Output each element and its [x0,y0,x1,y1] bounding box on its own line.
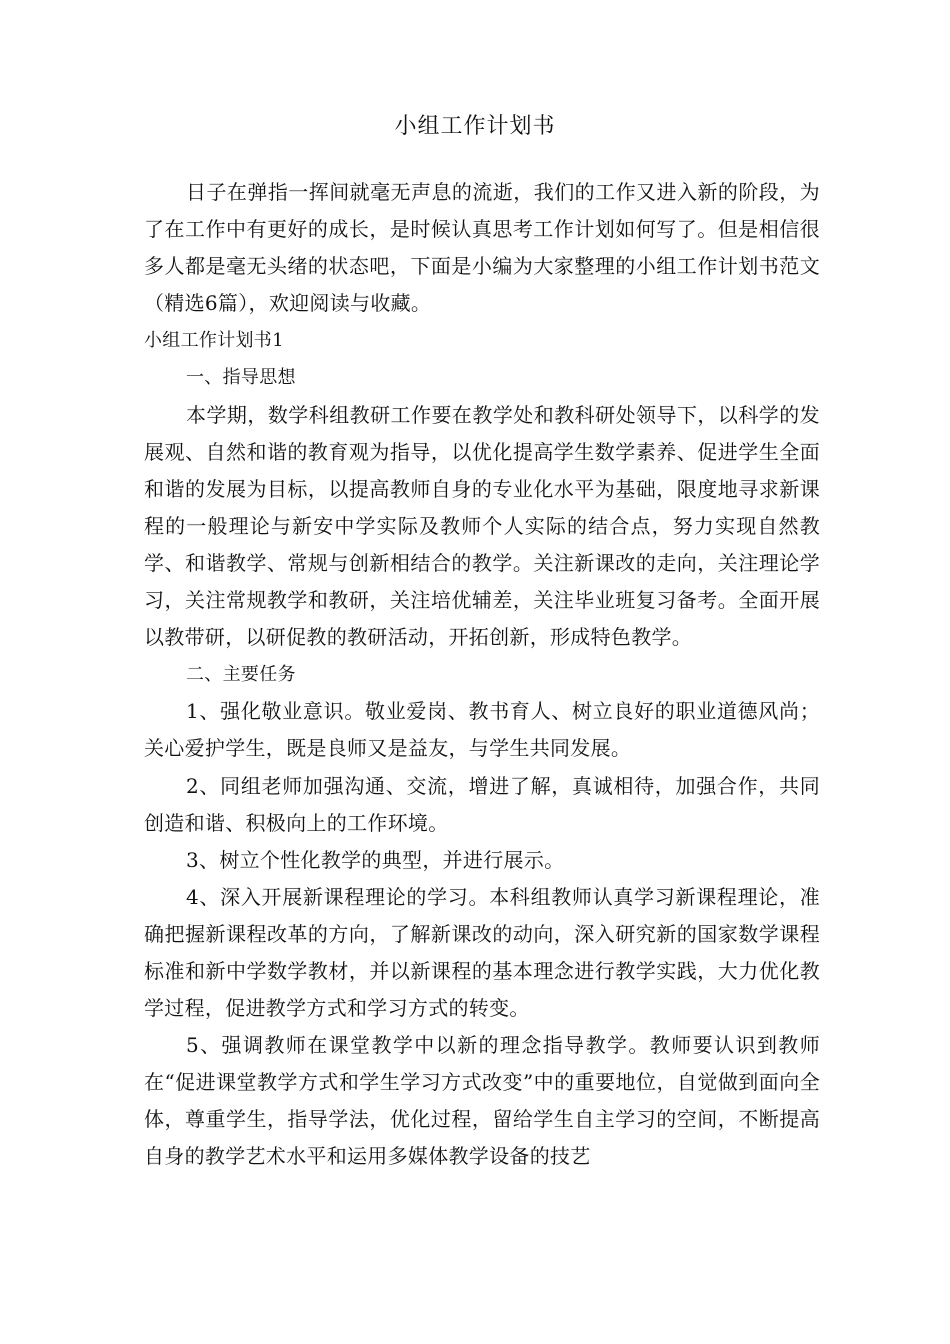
task-item: 5、强调教师在课堂教学中以新的理念指导教学。教师要认识到教师在“促进课堂教学方式和学生学习方式改变”中的重要地位，自觉做到面向全体，尊重学生，指导学法，优化过程，留给学生自主学习的空间，不断提高自身的教学艺术水平和运用多媒体教学设备的技艺 [144,1033,820,1169]
task-item: 4、深入开展新课程理论的学习。本科组教师认真学习新课程理论，准确把握新课程改革的方向，了解新课改的动向，深入研究新的国家数学课程标准和新中学数学教材，并以新课程的基本理念进行教学实践，大力优化教学过程，促进教学方式和学习方式的转变。 [144,884,820,1021]
task-item: 1、强化敬业意识。敬业爱岗、教书育人、树立良好的职业道德风尚；关心爱护学生，既是良师又是益友，与学生共同发展。 [144,699,820,761]
heading-main-tasks: 二、主要任务 [186,664,296,686]
task-item: 2、同组老师加强沟通、交流，增进了解，真诚相待，加强合作，共同创造和谐、积极向上的工作环境。 [144,773,820,835]
document-body [144,174,820,1176]
guiding-paragraph: 本学期，数学科组教研工作要在教学处和教科研处领导下，以科学的发展观、自然和谐的教育观为指导，以优化提高学生数学素养、促进学生全面和谐的发展为目标，以提高教师自身的专业化水平为基础，限度地寻求新课程的一般理论与新安中学实际及教师个人实际的结合点，努力实现自然教学、和谐教学、常规与创新相结合的教学。关注新课改的走向，关注理论学习，关注常规教学和教研，关注培优辅差，关注毕业班复习备考。全面开展以教带研，以研促教的教研活动，开拓创新，形成特色教学。 [144,402,820,650]
task-item: 3、树立个性化教学的典型，并进行展示。 [186,847,565,872]
document-title: 小组工作计划书 [394,114,556,139]
section-title: 小组工作计划书1 [144,330,284,352]
heading-guiding-ideology: 一、指导思想 [186,367,296,389]
intro-paragraph: 日子在弹指一挥间就毫无声息的流逝，我们的工作又进入新的阶段，为了在工作中有更好的成长，是时候认真思考工作计划如何写了。但是相信很多人都是毫无头绪的状态吧，下面是小编为大家整理的小组工作计划书范文（精选6篇），欢迎阅读与收藏。 [144,180,820,316]
